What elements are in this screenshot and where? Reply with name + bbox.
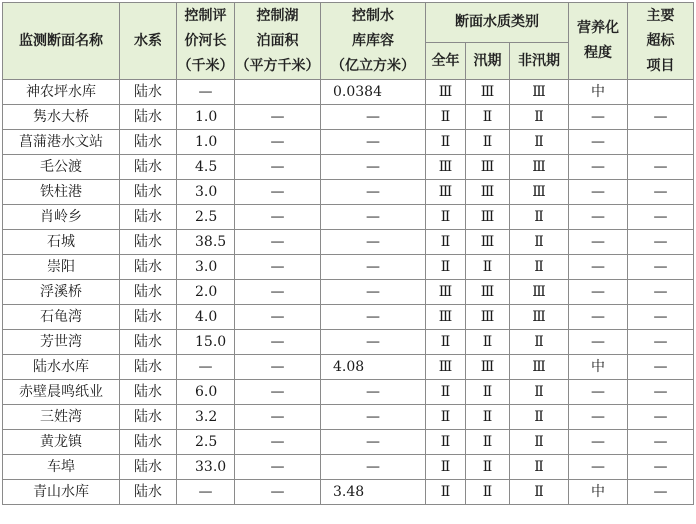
- class-flood-cell: Ⅱ: [466, 455, 510, 480]
- table-row: [3, 280, 694, 305]
- river-cell: 陆水: [120, 205, 177, 230]
- class-year-cell: Ⅲ: [426, 355, 466, 380]
- length-cell: 1.0: [177, 105, 235, 130]
- length-cell: 3.0: [177, 180, 235, 205]
- table-row: [3, 455, 694, 480]
- exceed-items-cell: [628, 80, 694, 105]
- class-flood-cell: Ⅱ: [466, 380, 510, 405]
- station-name-cell: 三姓湾: [3, 405, 120, 430]
- capacity-cell: —: [321, 180, 426, 205]
- river-cell: 陆水: [120, 430, 177, 455]
- table-row: [3, 130, 694, 155]
- length-cell: —: [177, 80, 235, 105]
- table-row: [3, 105, 694, 130]
- lake-area-cell: —: [235, 280, 321, 305]
- river-cell: 陆水: [120, 455, 177, 480]
- lake-area-cell: —: [235, 155, 321, 180]
- lake-area-cell: —: [235, 405, 321, 430]
- length-cell: 33.0: [177, 455, 235, 480]
- eutrophication-cell: —: [569, 105, 628, 130]
- station-name-cell: 肖岭乡: [3, 205, 120, 230]
- class-year-cell: Ⅱ: [426, 330, 466, 355]
- station-name-cell: 石城: [3, 230, 120, 255]
- table-row: [3, 230, 694, 255]
- class-nonflood-cell: Ⅱ: [510, 480, 569, 505]
- class-year-cell: Ⅱ: [426, 105, 466, 130]
- class-year-cell: Ⅱ: [426, 205, 466, 230]
- lake-area-cell: —: [235, 430, 321, 455]
- river-cell: 陆水: [120, 130, 177, 155]
- class-flood-cell: Ⅲ: [466, 80, 510, 105]
- exceed-items-cell: —: [628, 380, 694, 405]
- capacity-cell: —: [321, 280, 426, 305]
- table-row: [3, 430, 694, 455]
- river-cell: 陆水: [120, 355, 177, 380]
- exceed-items-cell: —: [628, 230, 694, 255]
- river-cell: 陆水: [120, 230, 177, 255]
- table-row: [3, 155, 694, 180]
- exceed-items-cell: —: [628, 480, 694, 505]
- class-year-cell: Ⅱ: [426, 130, 466, 155]
- eutrophication-cell: —: [569, 180, 628, 205]
- station-name-cell: 菖蒲港水文站: [3, 130, 120, 155]
- eutrophication-cell: —: [569, 405, 628, 430]
- lake-area-cell: —: [235, 105, 321, 130]
- river-cell: 陆水: [120, 255, 177, 280]
- length-cell: 2.5: [177, 430, 235, 455]
- exceed-items-cell: —: [628, 430, 694, 455]
- capacity-cell: 4.08: [321, 355, 426, 380]
- table-row: [3, 355, 694, 380]
- river-cell: 陆水: [120, 305, 177, 330]
- class-nonflood-cell: Ⅱ: [510, 405, 569, 430]
- lake-area-cell: —: [235, 455, 321, 480]
- class-flood-cell: Ⅱ: [466, 430, 510, 455]
- exceed-items-cell: —: [628, 305, 694, 330]
- header-nonflood: 非汛期: [510, 43, 569, 80]
- class-flood-cell: Ⅱ: [466, 255, 510, 280]
- class-nonflood-cell: Ⅱ: [510, 380, 569, 405]
- capacity-cell: —: [321, 330, 426, 355]
- header-year: 全年: [426, 43, 466, 80]
- station-name-cell: 石龟湾: [3, 305, 120, 330]
- capacity-cell: —: [321, 380, 426, 405]
- class-flood-cell: Ⅲ: [466, 280, 510, 305]
- station-name-cell: 崇阳: [3, 255, 120, 280]
- capacity-cell: 3.48: [321, 480, 426, 505]
- class-year-cell: Ⅲ: [426, 280, 466, 305]
- exceed-items-cell: —: [628, 105, 694, 130]
- class-flood-cell: Ⅲ: [466, 180, 510, 205]
- station-name-cell: 浮溪桥: [3, 280, 120, 305]
- station-name-cell: 黄龙镇: [3, 430, 120, 455]
- length-cell: 2.0: [177, 280, 235, 305]
- table-row: [3, 255, 694, 280]
- length-cell: 3.2: [177, 405, 235, 430]
- length-cell: 15.0: [177, 330, 235, 355]
- lake-area-cell: —: [235, 255, 321, 280]
- class-flood-cell: Ⅲ: [466, 205, 510, 230]
- class-nonflood-cell: Ⅲ: [510, 155, 569, 180]
- class-year-cell: Ⅲ: [426, 155, 466, 180]
- eutrophication-cell: —: [569, 380, 628, 405]
- table-row: [3, 180, 694, 205]
- station-name-cell: 隽水大桥: [3, 105, 120, 130]
- length-cell: 38.5: [177, 230, 235, 255]
- exceed-items-cell: —: [628, 280, 694, 305]
- class-year-cell: Ⅲ: [426, 180, 466, 205]
- class-year-cell: Ⅲ: [426, 305, 466, 330]
- station-name-cell: 神农坪水库: [3, 80, 120, 105]
- eutrophication-cell: —: [569, 155, 628, 180]
- capacity-cell: —: [321, 155, 426, 180]
- river-cell: 陆水: [120, 105, 177, 130]
- class-year-cell: Ⅱ: [426, 380, 466, 405]
- header-quality-group: 断面水质类别: [426, 3, 569, 43]
- exceed-items-cell: —: [628, 180, 694, 205]
- class-nonflood-cell: Ⅱ: [510, 130, 569, 155]
- capacity-cell: —: [321, 455, 426, 480]
- eutrophication-cell: —: [569, 280, 628, 305]
- station-name-cell: 车埠: [3, 455, 120, 480]
- exceed-items-cell: [628, 130, 694, 155]
- station-name-cell: 赤壁晨鸣纸业: [3, 380, 120, 405]
- exceed-items-cell: —: [628, 330, 694, 355]
- water-quality-table: [2, 2, 694, 505]
- eutrophication-cell: —: [569, 330, 628, 355]
- eutrophication-cell: —: [569, 455, 628, 480]
- class-nonflood-cell: Ⅱ: [510, 430, 569, 455]
- river-cell: 陆水: [120, 80, 177, 105]
- table-row: [3, 480, 694, 505]
- capacity-cell: —: [321, 105, 426, 130]
- length-cell: 4.0: [177, 305, 235, 330]
- header-river: 水系: [120, 3, 177, 80]
- lake-area-cell: —: [235, 305, 321, 330]
- capacity-cell: —: [321, 205, 426, 230]
- lake-area-cell: [235, 80, 321, 105]
- capacity-cell: —: [321, 130, 426, 155]
- river-cell: 陆水: [120, 280, 177, 305]
- river-cell: 陆水: [120, 480, 177, 505]
- header-lake-area: 控制湖 泊面积 （平方千米）: [235, 3, 321, 80]
- length-cell: 6.0: [177, 380, 235, 405]
- class-flood-cell: Ⅱ: [466, 105, 510, 130]
- eutrophication-cell: —: [569, 130, 628, 155]
- class-flood-cell: Ⅲ: [466, 155, 510, 180]
- exceed-items-cell: —: [628, 255, 694, 280]
- table-row: [3, 405, 694, 430]
- header-length: 控制评 价河长 （千米）: [177, 3, 235, 80]
- class-nonflood-cell: Ⅲ: [510, 180, 569, 205]
- eutrophication-cell: —: [569, 255, 628, 280]
- class-nonflood-cell: Ⅱ: [510, 105, 569, 130]
- header-eutrophication: 营养化 程度: [569, 3, 628, 80]
- class-flood-cell: Ⅱ: [466, 480, 510, 505]
- length-cell: —: [177, 355, 235, 380]
- class-nonflood-cell: Ⅱ: [510, 205, 569, 230]
- header-capacity: 控制水 库库容 （亿立方米）: [321, 3, 426, 80]
- class-nonflood-cell: Ⅱ: [510, 330, 569, 355]
- class-year-cell: Ⅱ: [426, 430, 466, 455]
- capacity-cell: —: [321, 405, 426, 430]
- class-year-cell: Ⅱ: [426, 455, 466, 480]
- exceed-items-cell: —: [628, 405, 694, 430]
- lake-area-cell: —: [235, 480, 321, 505]
- class-nonflood-cell: Ⅲ: [510, 80, 569, 105]
- eutrophication-cell: 中: [569, 355, 628, 380]
- table-row: [3, 305, 694, 330]
- table-row: [3, 380, 694, 405]
- class-year-cell: Ⅱ: [426, 480, 466, 505]
- table-row: [3, 330, 694, 355]
- eutrophication-cell: —: [569, 430, 628, 455]
- length-cell: 3.0: [177, 255, 235, 280]
- length-cell: 4.5: [177, 155, 235, 180]
- class-flood-cell: Ⅱ: [466, 405, 510, 430]
- length-cell: 2.5: [177, 205, 235, 230]
- class-year-cell: Ⅱ: [426, 230, 466, 255]
- class-nonflood-cell: Ⅲ: [510, 355, 569, 380]
- capacity-cell: —: [321, 230, 426, 255]
- river-cell: 陆水: [120, 330, 177, 355]
- capacity-cell: —: [321, 255, 426, 280]
- station-name-cell: 铁柱港: [3, 180, 120, 205]
- lake-area-cell: —: [235, 205, 321, 230]
- station-name-cell: 毛公渡: [3, 155, 120, 180]
- eutrophication-cell: —: [569, 205, 628, 230]
- header-flood: 汛期: [466, 43, 510, 80]
- station-name-cell: 陆水水库: [3, 355, 120, 380]
- lake-area-cell: —: [235, 380, 321, 405]
- class-flood-cell: Ⅱ: [466, 130, 510, 155]
- capacity-cell: —: [321, 305, 426, 330]
- exceed-items-cell: —: [628, 455, 694, 480]
- header-station: 监测断面名称: [3, 3, 120, 80]
- class-nonflood-cell: Ⅲ: [510, 280, 569, 305]
- header-exceed-items: 主要 超标 项目: [628, 3, 694, 80]
- eutrophication-cell: —: [569, 305, 628, 330]
- lake-area-cell: —: [235, 180, 321, 205]
- lake-area-cell: —: [235, 330, 321, 355]
- capacity-cell: 0.0384: [321, 80, 426, 105]
- length-cell: —: [177, 480, 235, 505]
- river-cell: 陆水: [120, 380, 177, 405]
- exceed-items-cell: —: [628, 205, 694, 230]
- class-flood-cell: Ⅲ: [466, 230, 510, 255]
- lake-area-cell: —: [235, 230, 321, 255]
- class-nonflood-cell: Ⅲ: [510, 305, 569, 330]
- eutrophication-cell: 中: [569, 80, 628, 105]
- eutrophication-cell: 中: [569, 480, 628, 505]
- table-body: [3, 80, 694, 505]
- class-nonflood-cell: Ⅱ: [510, 455, 569, 480]
- river-cell: 陆水: [120, 155, 177, 180]
- table-row: [3, 205, 694, 230]
- station-name-cell: 青山水库: [3, 480, 120, 505]
- class-year-cell: Ⅱ: [426, 405, 466, 430]
- capacity-cell: —: [321, 430, 426, 455]
- lake-area-cell: —: [235, 355, 321, 380]
- class-year-cell: Ⅱ: [426, 255, 466, 280]
- class-nonflood-cell: Ⅱ: [510, 230, 569, 255]
- class-flood-cell: Ⅲ: [466, 305, 510, 330]
- lake-area-cell: —: [235, 130, 321, 155]
- class-flood-cell: Ⅲ: [466, 355, 510, 380]
- length-cell: 1.0: [177, 130, 235, 155]
- class-flood-cell: Ⅱ: [466, 330, 510, 355]
- exceed-items-cell: —: [628, 155, 694, 180]
- table-header: [3, 3, 694, 80]
- station-name-cell: 芳世湾: [3, 330, 120, 355]
- river-cell: 陆水: [120, 405, 177, 430]
- exceed-items-cell: —: [628, 355, 694, 380]
- class-nonflood-cell: Ⅱ: [510, 255, 569, 280]
- table-row: [3, 80, 694, 105]
- eutrophication-cell: —: [569, 230, 628, 255]
- class-year-cell: Ⅲ: [426, 80, 466, 105]
- river-cell: 陆水: [120, 180, 177, 205]
